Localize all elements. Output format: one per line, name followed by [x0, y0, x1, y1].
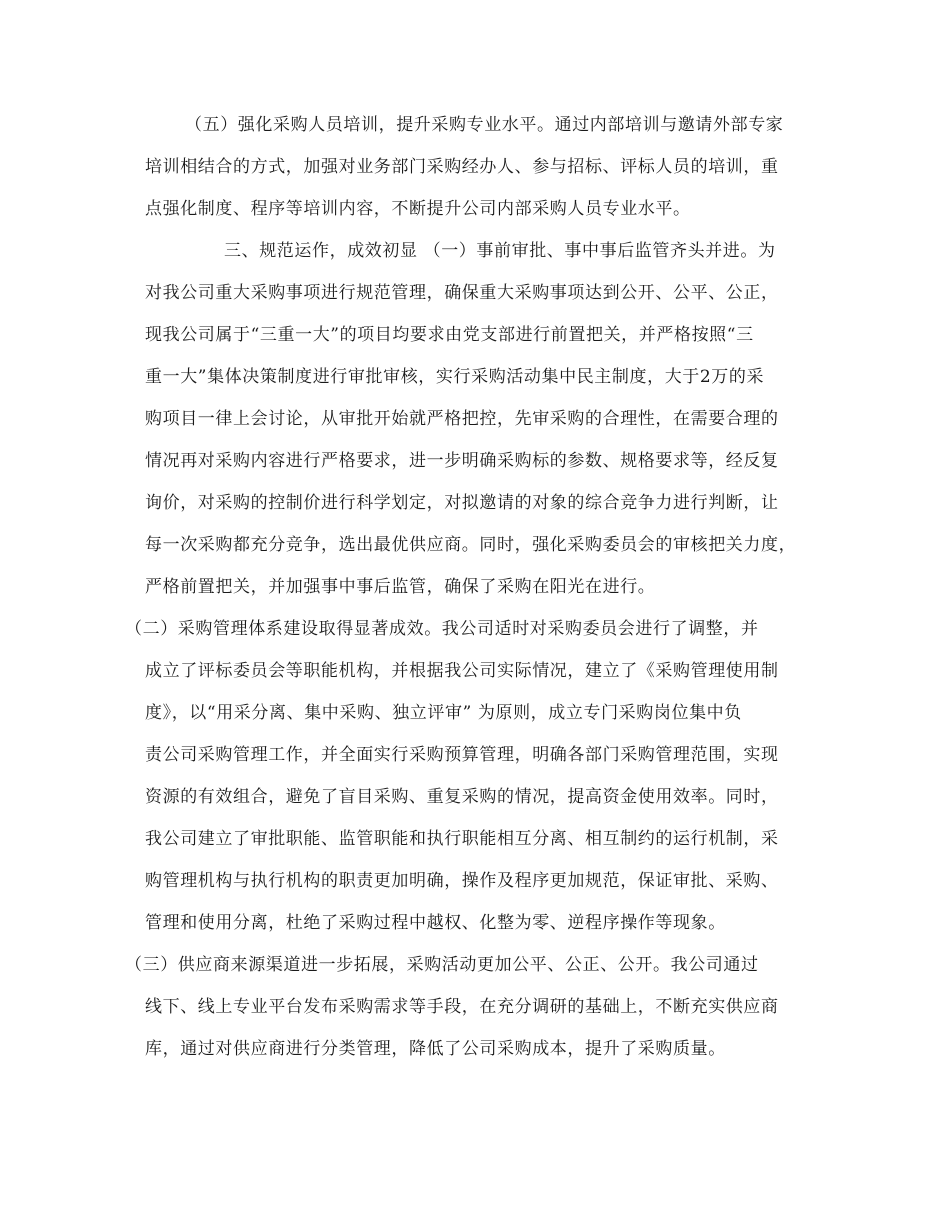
- text-line: 重一大”集体决策制度进行审批审核，实行采购活动集中民主制度，大于2万的采: [145, 367, 765, 387]
- text-line: 购项目一律上会讨论，从审批开始就严格把控，先审采购的合理性，在需要合理的: [145, 409, 779, 429]
- text-line: 询价，对采购的控制价进行科学划定，对拟邀请的对象的综合竞争力进行判断，让: [145, 493, 779, 513]
- text-line: （三）供应商来源渠道进一步拓展，采购活动更加公平、公正、公开。我公司通过: [125, 955, 759, 975]
- text-line: 线下、线上专业平台发布采购需求等手段，在充分调研的基础上，不断充实供应商: [145, 997, 779, 1017]
- text-line: 管理和使用分离，杜绝了采购过程中越权、化整为零、逆程序操作等现象。: [145, 913, 726, 933]
- text-line: 严格前置把关，并加强事中事后监管，确保了采购在阳光在进行。: [145, 577, 656, 597]
- text-line: （二）采购管理体系建设取得显著成效。我公司适时对采购委员会进行了调整，并: [125, 619, 759, 639]
- text-line: 对我公司重大采购事项进行规范管理，确保重大采购事项达到公开、公平、公正，: [145, 283, 779, 303]
- text-line: 度》，以“用采分离、集中采购、独立评审” 为原则，成立专门采购岗位集中负: [145, 703, 742, 723]
- text-line: 购管理机构与执行机构的职责更加明确，操作及程序更加规范，保证审批、采购、: [145, 871, 779, 891]
- text-line: 点强化制度、程序等培训内容，不断提升公司内部采购人员专业水平。: [145, 199, 691, 219]
- text-line: 现我公司属于“三重一大”的项目均要求由党支部进行前置把关，并严格按照“三: [145, 325, 754, 345]
- section-heading-line: 三、规范运作，成效初显 （一）事前审批、事中事后监管齐头并进。为: [224, 241, 776, 261]
- text-line: 情况再对采购内容进行严格要求，进一步明确采购标的参数、规格要求等，经反复: [145, 451, 779, 471]
- text-line: 培训相结合的方式，加强对业务部门采购经办人、参与招标、评标人员的培训，重: [145, 157, 779, 177]
- text-line: 每一次采购都充分竞争，选出最优供应商。同时，强化采购委员会的审核把关力度，: [145, 535, 797, 555]
- text-line: （五）强化采购人员培训，提升采购专业水平。通过内部培训与邀请外部专家: [185, 115, 784, 135]
- text-line: 库，通过对供应商进行分类管理，降低了公司采购成本，提升了采购质量。: [145, 1039, 726, 1059]
- text-line: 资源的有效组合，避免了盲目采购、重复采购的情况，提高资金使用效率。同时，: [145, 787, 779, 807]
- text-line: 我公司建立了审批职能、监管职能和执行职能相互分离、相互制约的运行机制，采: [145, 829, 779, 849]
- text-line: 成立了评标委员会等职能机构，并根据我公司实际情况，建立了《采购管理使用制: [145, 661, 779, 681]
- text-line: 责公司采购管理工作，并全面实行采购预算管理，明确各部门采购管理范围，实现: [145, 745, 779, 765]
